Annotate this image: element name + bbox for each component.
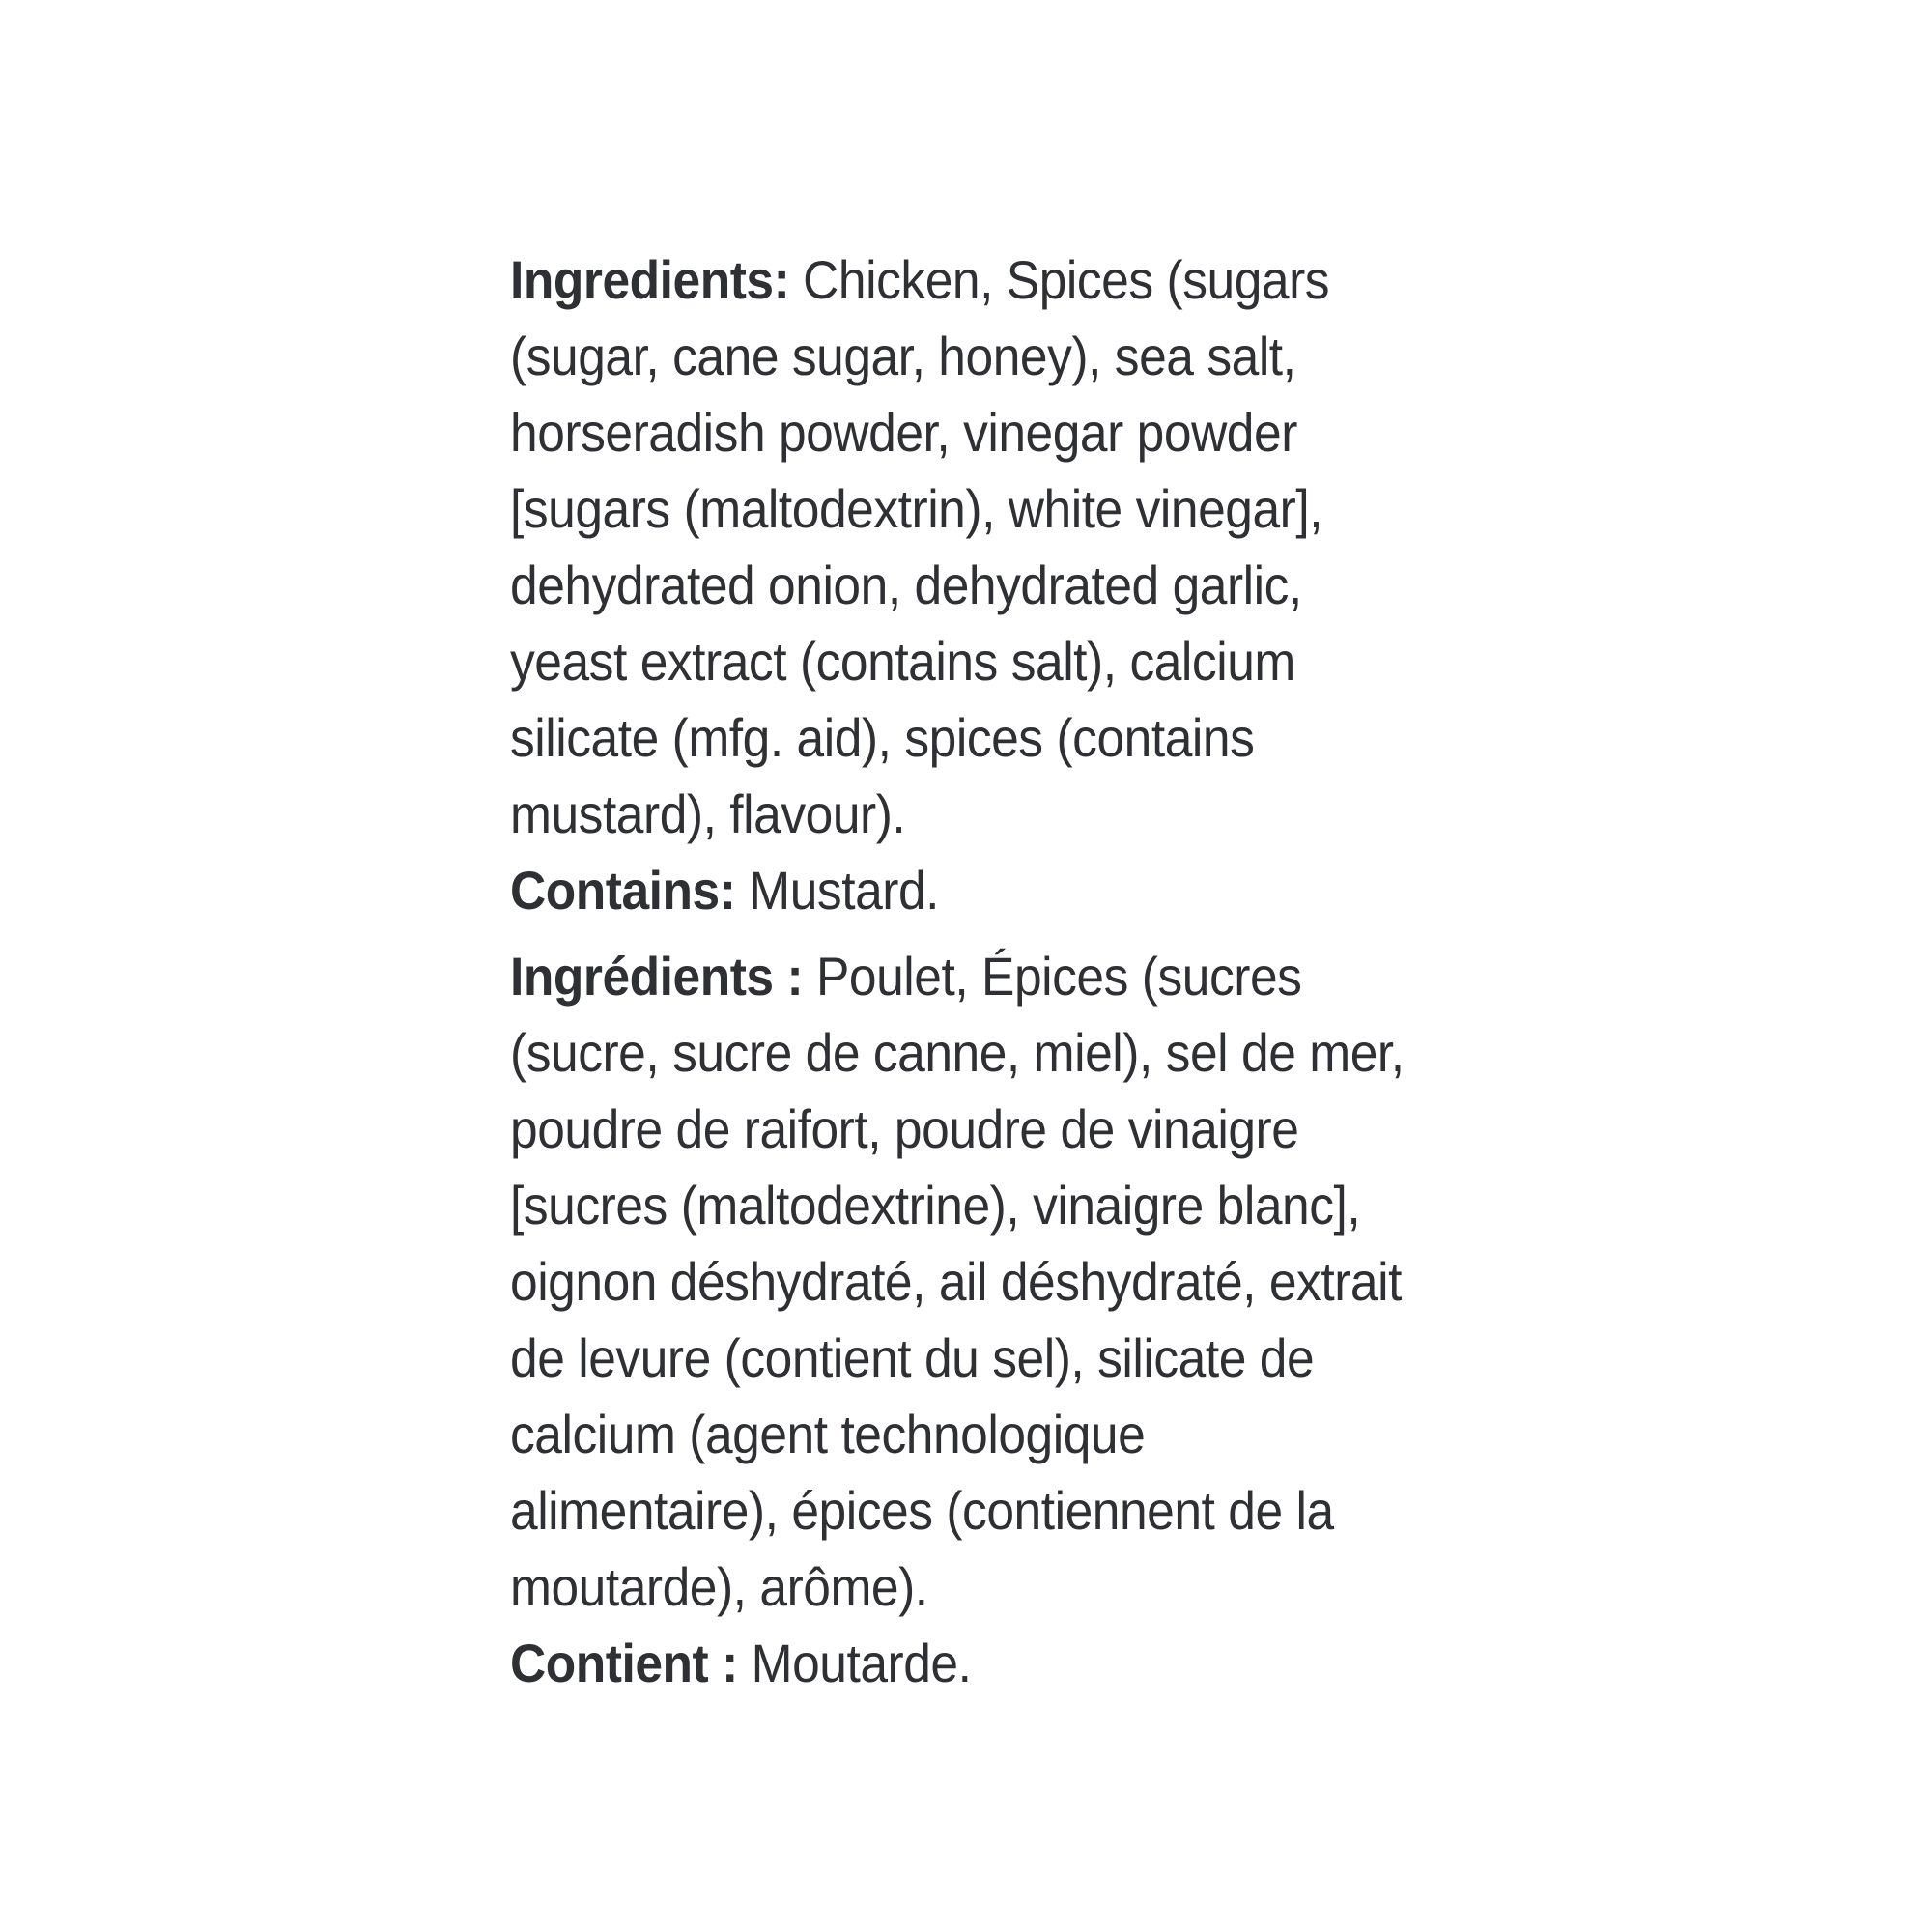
english-ingredients-block [510,242,1399,928]
french-line-5: oignon déshydraté, ail déshydraté, extrait [510,1251,1402,1312]
english-line-3: horseradish powder, vinegar powder [510,402,1297,463]
english-contains-heading: Contains: [510,860,736,921]
english-ingredients-text: Chicken, Spices (sugars [789,249,1330,310]
english-line-7: silicate (mfg. aid), spices (contains [510,707,1255,768]
english-contains-value: Mustard. [735,860,940,921]
french-contains-value: Moutarde. [737,1633,972,1693]
french-contains-heading: Contient : [510,1633,738,1693]
english-line-1 [510,242,1399,318]
french-line-4: [sucres (maltodextrine), vinaigre blanc], [510,1175,1361,1236]
french-line-3: poudre de raifort, poudre de vinaigre [510,1098,1299,1159]
english-line-5: dehydrated onion, dehydrated garlic, [510,554,1302,615]
french-ingredients-text: Poulet, Épices (sucres [803,946,1302,1007]
french-line-6: de levure (contient du sel), silicate de [510,1327,1315,1388]
french-line-9: moutarde), arôme). [510,1556,928,1617]
english-line-6: yeast extract (contains salt), calcium [510,631,1295,692]
english-line-4: [sugars (maltodextrin), white vinegar], [510,478,1323,539]
english-line-2: (sugar, cane sugar, honey), sea salt, [510,326,1296,386]
french-line-2: (sucre, sucre de canne, miel), sel de mer, [510,1022,1405,1083]
french-line-7: calcium (agent technologique [510,1404,1146,1464]
english-ingredients-heading: Ingredients: [510,249,790,310]
english-line-8: mustard), flavour). [510,783,906,844]
french-line-8: alimentaire), épices (contiennent de la [510,1480,1334,1541]
ingredients-label [510,242,1405,1701]
french-line-1 [510,938,1399,1014]
english-contains-line [510,852,1399,928]
french-contains-line [510,1625,1399,1701]
french-ingredients-block [510,938,1405,1701]
french-ingredients-heading: Ingrédients : [510,946,804,1007]
